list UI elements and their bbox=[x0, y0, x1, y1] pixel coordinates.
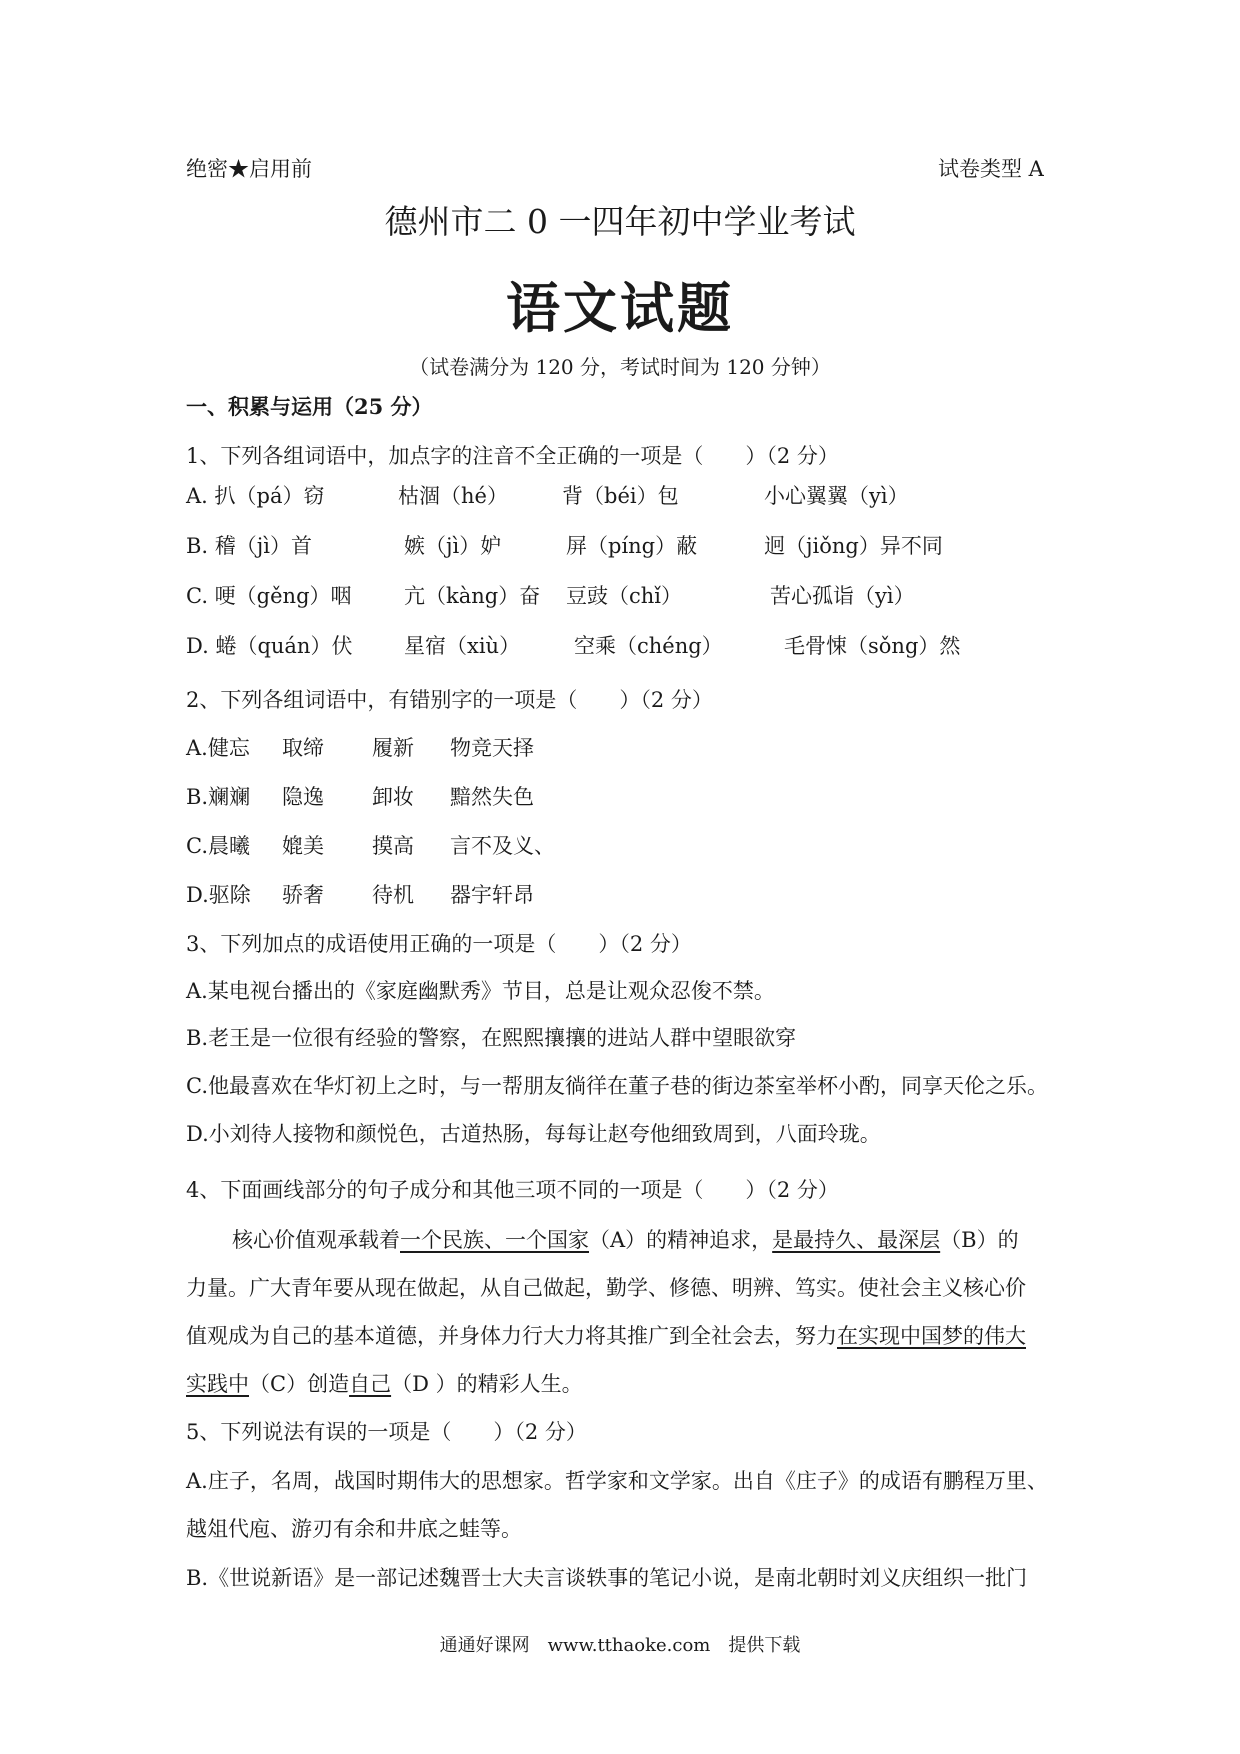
q1-option-d bbox=[186, 630, 1086, 660]
option-cell: 言不及义、 bbox=[450, 834, 555, 858]
q3-option-c: C.他最喜欢在华灯初上之时，与一帮朋友徜徉在董子巷的街边茶室举杯小酌，同享天伦之乐。 bbox=[186, 1074, 1048, 1098]
option-cell: 亢（kàng）奋 bbox=[404, 584, 541, 608]
q2-option-b bbox=[186, 781, 786, 811]
option-cell: 空乘（chéng） bbox=[574, 634, 723, 658]
q2-option-a bbox=[186, 732, 786, 762]
option-cell: 背（béi）包 bbox=[562, 484, 679, 508]
q4-passage-line-2: 力量。广大青年要从现在做起，从自己做起，勤学、修德、明辨、笃实。使社会主义核心价 bbox=[186, 1276, 1026, 1300]
page-footer: 通通好课网 www.tthaoke.com 提供下载 bbox=[439, 1635, 801, 1656]
q3-option-b: B.老王是一位很有经验的警察，在熙熙攘攘的进站人群中望眼欲穿 bbox=[186, 1026, 797, 1050]
q1-option-a bbox=[186, 480, 1086, 510]
passage-text: 核心价值观承载着 bbox=[232, 1228, 400, 1252]
option-cell: D. 蜷（quán）伏 bbox=[186, 634, 353, 658]
option-cell: 物竞天择 bbox=[450, 736, 534, 760]
underlined-phrase-a: 一个民族、一个国家 bbox=[400, 1228, 589, 1252]
option-cell: 黯然失色 bbox=[450, 785, 534, 809]
option-cell: 毛骨悚（sǒng）然 bbox=[784, 634, 961, 658]
option-cell: C.晨曦 bbox=[186, 834, 250, 858]
option-cell: 嫉（jì）妒 bbox=[404, 534, 502, 558]
q3-option-a: A.某电视台播出的《家庭幽默秀》节目，总是让观众忍俊不禁。 bbox=[186, 979, 775, 1003]
passage-text: （B）的 bbox=[940, 1228, 1019, 1252]
q2-option-d bbox=[186, 879, 786, 909]
q5-option-a-line-2: 越俎代庖、游刃有余和井底之蛙等。 bbox=[186, 1517, 522, 1541]
option-cell: 枯涸（hé） bbox=[398, 484, 508, 508]
option-cell: A. 扒（pá）窃 bbox=[186, 484, 325, 508]
option-cell: D.驱除 bbox=[186, 883, 251, 907]
passage-text: （C）创造 bbox=[249, 1372, 350, 1396]
q5-option-b-line-1: B.《世说新语》是一部记述魏晋士大夫言谈轶事的笔记小说，是南北朝时刘义庆组织一批门 bbox=[186, 1566, 1028, 1590]
underlined-phrase-b: 是最持久、最深层 bbox=[772, 1228, 941, 1252]
option-cell: 星宿（xiù） bbox=[404, 634, 521, 658]
option-cell: 隐逸 bbox=[282, 785, 324, 809]
q2-option-c bbox=[186, 830, 786, 860]
option-cell: 器宇轩昂 bbox=[450, 883, 534, 907]
option-cell: B. 稽（jì）首 bbox=[186, 534, 313, 558]
question-5-stem: 5、下列说法有误的一项是（ ）（2 分） bbox=[186, 1420, 587, 1444]
q5-option-a-line-1: A.庄子，名周，战国时期伟大的思想家。哲学家和文学家。出自《庄子》的成语有鹏程万里、 bbox=[186, 1469, 1048, 1493]
exam-note: （试卷满分为 120 分，考试时间为 120 分钟） bbox=[409, 355, 831, 379]
confidential-label: 绝密★启用前 bbox=[186, 157, 312, 181]
option-cell: 摸高 bbox=[372, 834, 414, 858]
option-cell: A.健忘 bbox=[186, 736, 250, 760]
question-1-stem: 1、下列各组词语中，加点字的注音不全正确的一项是（ ）（2 分） bbox=[186, 444, 839, 468]
option-cell: 取缔 bbox=[282, 736, 324, 760]
question-3-stem: 3、下列加点的成语使用正确的一项是（ ）（2 分） bbox=[186, 932, 692, 956]
q4-passage-line-4 bbox=[186, 1368, 583, 1398]
question-2-stem: 2、下列各组词语中，有错别字的一项是（ ）（2 分） bbox=[186, 688, 713, 712]
q1-option-b bbox=[186, 530, 1086, 560]
option-cell: 待机 bbox=[372, 883, 414, 907]
underlined-phrase-d: 自己 bbox=[349, 1372, 392, 1396]
underlined-phrase-c-cont: 实践中 bbox=[186, 1372, 249, 1396]
option-cell: 迥（jiǒng）异不同 bbox=[764, 534, 943, 558]
subject-title: 语文试题 bbox=[506, 277, 734, 340]
option-cell: C. 哽（gěng）咽 bbox=[186, 584, 352, 608]
option-cell: 骄奢 bbox=[282, 883, 324, 907]
option-cell: 履新 bbox=[372, 736, 414, 760]
paper-type-label: 试卷类型 A bbox=[938, 157, 1044, 181]
question-4-stem: 4、下面画线部分的句子成分和其他三项不同的一项是（ ）（2 分） bbox=[186, 1178, 839, 1202]
exam-title: 德州市二 0 一四年初中学业考试 bbox=[384, 202, 856, 241]
option-cell: 苦心孤诣（yì） bbox=[770, 584, 915, 608]
option-cell: 豆豉（chǐ） bbox=[566, 584, 683, 608]
q4-passage-line-3 bbox=[186, 1320, 1026, 1350]
option-cell: 屏（píng）蔽 bbox=[566, 534, 698, 558]
q1-option-c bbox=[186, 580, 1086, 610]
passage-text: （D ）的精彩人生。 bbox=[391, 1372, 583, 1396]
q4-passage-line-1 bbox=[232, 1224, 1019, 1254]
passage-text: （A）的精神追求， bbox=[589, 1228, 773, 1252]
q3-option-d: D.小刘待人接物和颜悦色，古道热肠，每每让赵夸他细致周到，八面玲珑。 bbox=[186, 1122, 881, 1146]
option-cell: 媲美 bbox=[282, 834, 324, 858]
option-cell: 卸妆 bbox=[372, 785, 414, 809]
passage-text: 值观成为自己的基本道德，并身体力行大力将其推广到全社会去，努力 bbox=[186, 1324, 837, 1348]
underlined-phrase-c: 在实现中国梦的伟大 bbox=[837, 1324, 1026, 1348]
section-heading: 一、积累与运用（25 分） bbox=[186, 394, 433, 419]
option-cell: B.斓斓 bbox=[186, 785, 251, 809]
option-cell: 小心翼翼（yì） bbox=[764, 484, 909, 508]
